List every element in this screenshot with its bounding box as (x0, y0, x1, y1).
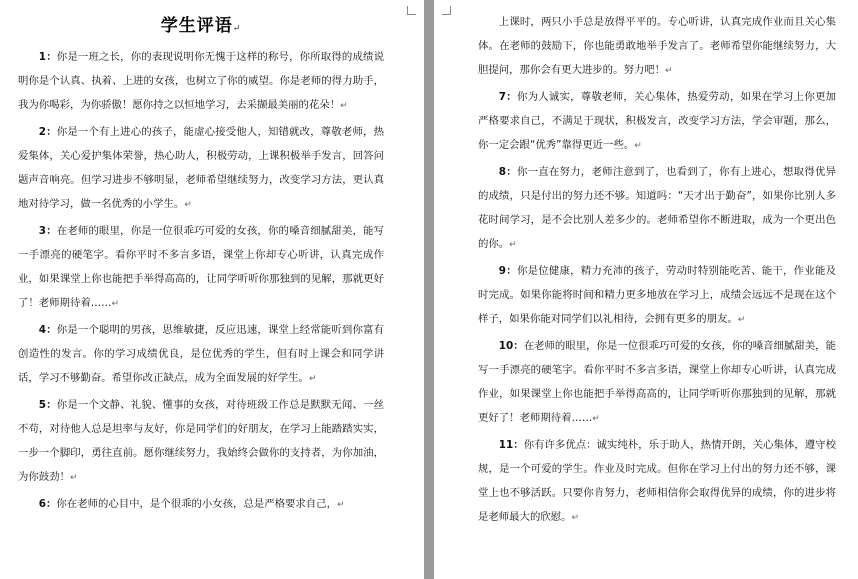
comment-number: 10： (498, 340, 524, 352)
comment-number: 11： (498, 439, 524, 451)
comment-text: 你是一个有上进心的孩子，能虚心接受他人，知错就改，尊敬老师，热爱集体，关心爱护集体荣誉，热心助人，积极劳动，上课积极举手发言，回答问题声音响亮。但学习进步不够明显，老师希望继续努力，改变学习方法，更认真地对待学习，做一名优秀的小学生。 (18, 126, 384, 210)
comment-paragraph (478, 334, 836, 431)
comment-text: 上课时，两只小手总是放得平平的。专心听讲，认真完成作业而且关心集体。在老师的鼓励下，你也能勇敢地举手发言了。老师希望你能继续努力，大胆提问，那你会有更大进步的。努力吧！ (478, 16, 836, 76)
comment-number: 6： (38, 498, 57, 510)
comment-text: 你是一个聪明的男孩，思维敏捷，反应迅速，课堂上经常能听到你富有创造性的发言。你的学习成绩优良，是位优秀的学生，但有时上课会和同学讲话，学习不够勤奋。希望你改正缺点，成为全面发展的好学生。 (18, 324, 384, 384)
page-corner-mark (407, 6, 416, 15)
paragraph-mark: ↵ (111, 299, 120, 309)
paragraph-mark: ↵ (737, 315, 746, 325)
paragraph-mark: ↵ (184, 200, 192, 210)
document-title: 学生评语↵ (160, 16, 242, 36)
comment-text: 在老师的眼里，你是一位很乖巧可爱的女孩，你的嗓音细腻甜美，能写一手漂亮的硬笔字。看你平时不多言多语，课堂上你却专心听讲，认真完成作业，如果课堂上你也能把手举得高高的，让同学听听你那独到的见解，那就更好了！老师期待着…… (18, 225, 384, 309)
comment-text: 在老师的眼里，你是一位很乖巧可爱的女孩，你的嗓音细腻甜美，能写一手漂亮的硬笔字。看你平时不多言多语，课堂上你却专心听讲，认真完成作业，如果课堂上你也能把手举得高高的，让同学听听你那独到的见解，那就更好了！老师期待着…… (478, 340, 836, 424)
comment-paragraph (478, 433, 836, 530)
comment-number: 9： (498, 265, 517, 277)
paragraph-mark: ↵ (634, 141, 642, 151)
comment-text: 你一直在努力，老师注意到了，也看到了，你有上进心，想取得优异的成绩，只是付出的努力还不够。知道吗：“天才出于勤奋”，如果你比别人多花时间学习，是不会比别人差多少的。老师希望你不断进取，成为一个更出色的你。 (478, 166, 837, 250)
page-gap (424, 0, 434, 579)
comment-paragraph (478, 259, 836, 332)
comment-paragraph (18, 492, 384, 517)
comment-number: 4： (38, 324, 57, 336)
comment-number: 8： (498, 166, 517, 178)
comment-text: 你有许多优点：诚实纯朴，乐于助人，热情开朗，关心集体，遵守校规，是一个可爱的学生。作业及时完成。但你在学习上付出的努力还不够，课堂上也不够活跃。只要你肯努力，老师相信你会取得优异的成绩，你的进步将是老师最大的欣慰。 (478, 439, 836, 523)
comment-paragraph (18, 219, 384, 316)
comment-paragraph (18, 393, 384, 490)
paragraph-mark: ↵ (69, 473, 78, 483)
comment-paragraph (478, 85, 836, 158)
paragraph-mark: ↵ (308, 374, 317, 384)
paragraph-mark: ↵ (665, 66, 673, 76)
right-page-content (478, 10, 836, 530)
paragraph-mark: ↵ (340, 101, 348, 111)
page-corner-mark (442, 6, 451, 15)
comment-paragraph (478, 10, 836, 83)
comment-text: 你在老师的心目中，是个很乖的小女孩，总是严格要求自己， (56, 498, 337, 510)
comment-paragraph (18, 45, 384, 118)
comment-paragraph (18, 318, 384, 391)
comment-text: 你为人诚实，尊敬老师，关心集体，热爱劳动，如果在学习上你更加严格要求自己，不满足于现状，积极发言，改变学习方法，学会审题，那么，你一定会跟“优秀”靠得更近一些。 (478, 91, 837, 151)
paragraph-mark: ↵ (592, 414, 600, 424)
comment-number: 2： (38, 126, 57, 138)
comment-text: 你是一个文静、礼貌、懂事的女孩，对待班级工作总是默默无闻、一丝不苟，对待他人总是坦率与友好，你是同学们的好朋友，在学习上能踏踏实实，一步一个脚印，勇往直前。愿你继续努力，我始终会做你的支持者，为你加油，为你鼓劲！ (18, 399, 384, 483)
paragraph-mark: ↵ (509, 240, 517, 250)
comment-paragraph (18, 120, 384, 217)
comment-number: 1： (38, 51, 57, 63)
left-page-content (18, 45, 384, 517)
comment-number: 7： (498, 91, 517, 103)
comment-number: 3： (38, 225, 57, 237)
document-page-left (0, 0, 424, 579)
document-page-right (434, 0, 858, 579)
comment-text: 你是位健康，精力充沛的孩子，劳动时特别能吃苦、能干，作业能及时完成。如果你能将时间和精力更多地放在学习上，成绩会远远不是现在这个样子，如果你能对同学们以礼相待，会拥有更多的朋友。 (478, 265, 837, 325)
paragraph-mark: ↵ (336, 500, 345, 510)
paragraph-mark: ↵ (571, 513, 580, 523)
comment-text: 你是一班之长，你的表现说明你无愧于这样的称号，你所取得的成绩说明你是个认真、执着、上进的女孩，也树立了你的威望。你是老师的得力助手，我为你喝彩，为你骄傲！愿你持之以恒地学习，去采撷最美丽的花朵！ (18, 51, 384, 111)
comment-paragraph (478, 160, 836, 257)
comment-number: 5： (38, 399, 57, 411)
